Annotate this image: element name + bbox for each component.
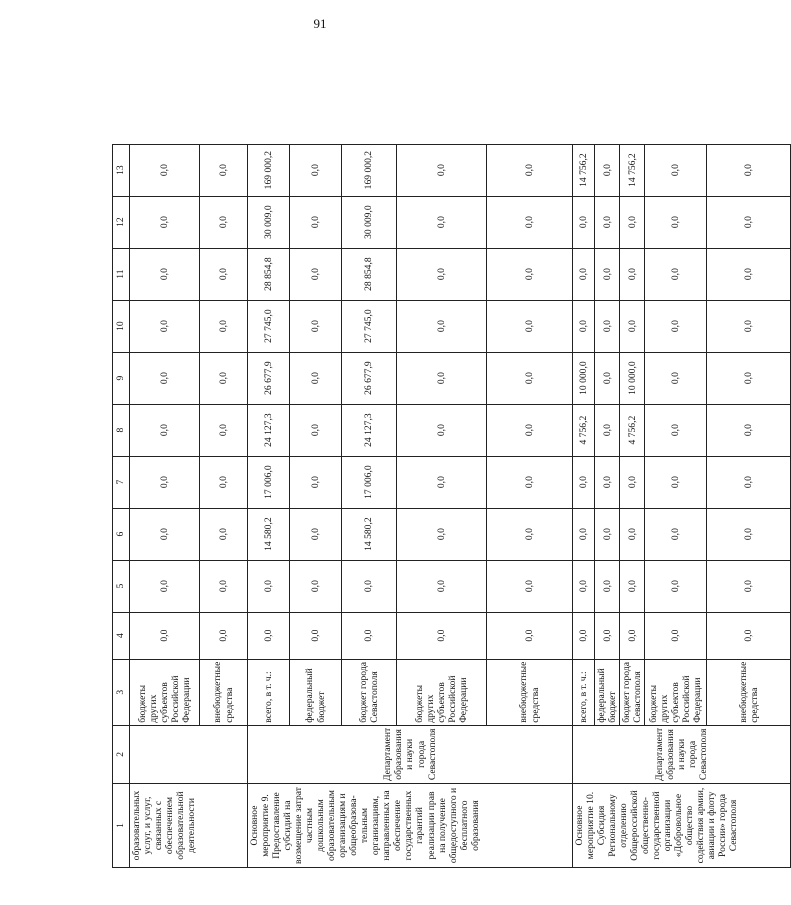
value-cell: 0,0 [200,196,248,248]
value-cell: 0,0 [487,456,573,508]
value-cell: 0,0 [130,404,200,456]
funding-source-cell: внебюджетные средства [707,659,791,725]
value-cell: 0,0 [595,144,620,196]
value-cell: 0,0 [645,404,707,456]
value-cell: 0,0 [573,248,595,300]
value-cell: 0,0 [620,612,645,659]
funding-source-cell: бюджет города Севастополя [342,659,397,725]
funding-source-cell: всего, в т. ч.: [573,659,595,725]
measure-name-cell: Основное мероприятие 9. Предоставление субсидий на возмещение затрат частным дошкольным образовательным организациям и общеобразова-тельным организациям, направленных на обеспечение государственных гарантий реализации прав на получение общедоступного и бесплатного образования [248,784,573,868]
value-cell: 30 009,0 [248,196,290,248]
table-header-row [113,144,130,867]
value-cell: 0,0 [130,560,200,612]
value-cell: 0,0 [200,300,248,352]
value-cell: 0,0 [342,560,397,612]
value-cell: 0,0 [487,404,573,456]
value-cell: 0,0 [573,612,595,659]
value-cell: 0,0 [130,352,200,404]
value-cell: 0,0 [397,196,487,248]
value-cell: 0,0 [487,508,573,560]
value-cell: 0,0 [707,352,791,404]
value-cell: 0,0 [573,300,595,352]
value-cell: 0,0 [487,612,573,659]
value-cell: 0,0 [595,612,620,659]
value-cell: 0,0 [397,248,487,300]
value-cell: 0,0 [620,456,645,508]
column-header: 12 [113,196,130,248]
value-cell: 0,0 [595,560,620,612]
column-header: 13 [113,144,130,196]
value-cell: 0,0 [397,560,487,612]
value-cell: 0,0 [200,144,248,196]
funding-source-cell: бюджеты других субъектов Российской Федерации [645,659,707,725]
value-cell: 0,0 [487,560,573,612]
value-cell: 0,0 [397,144,487,196]
column-header: 1 [113,784,130,868]
department-cell: Департамент образования и науки города Севастополя [248,725,573,783]
value-cell: 0,0 [707,404,791,456]
value-cell: 0,0 [595,196,620,248]
value-cell: 0,0 [397,300,487,352]
measure-name-cell: Основное мероприятие 10. Субсидия Региональному отделению Общероссийской общественно-государственной организации «Добровольное общество содействия армии, авиации и флоту России» города Севастополя [573,784,791,868]
value-cell: 0,0 [200,248,248,300]
value-cell: 0,0 [707,508,791,560]
value-cell: 27 745,0 [248,300,290,352]
value-cell: 0,0 [397,456,487,508]
value-cell: 169 000,2 [342,144,397,196]
column-header: 7 [113,456,130,508]
value-cell: 0,0 [130,196,200,248]
column-header: 10 [113,300,130,352]
funding-source-cell: федеральный бюджет [290,659,342,725]
value-cell: 0,0 [645,300,707,352]
value-cell: 0,0 [707,248,791,300]
value-cell: 0,0 [130,456,200,508]
funding-source-cell: внебюджетные средства [487,659,573,725]
department-cell [130,725,248,783]
funding-source-cell: бюджет города Севастополя [620,659,645,725]
value-cell: 0,0 [595,456,620,508]
value-cell: 0,0 [707,300,791,352]
value-cell: 0,0 [248,612,290,659]
value-cell: 14 756,2 [573,144,595,196]
value-cell: 0,0 [595,508,620,560]
value-cell: 0,0 [200,612,248,659]
value-cell: 26 677,9 [342,352,397,404]
value-cell: 0,0 [290,300,342,352]
value-cell: 0,0 [707,144,791,196]
value-cell: 0,0 [487,196,573,248]
value-cell: 0,0 [290,404,342,456]
budget-table [112,144,791,868]
value-cell: 0,0 [573,456,595,508]
value-cell: 0,0 [573,560,595,612]
value-cell: 0,0 [290,508,342,560]
value-cell: 0,0 [645,248,707,300]
table-row [573,144,595,867]
column-header: 6 [113,508,130,560]
funding-source-cell: бюджеты других субъектов Российской Федерации [130,659,200,725]
value-cell: 0,0 [707,612,791,659]
page-number: 91 [313,16,327,31]
value-cell: 0,0 [707,196,791,248]
value-cell: 17 006,0 [248,456,290,508]
value-cell: 0,0 [130,508,200,560]
value-cell: 0,0 [200,404,248,456]
value-cell: 0,0 [595,404,620,456]
value-cell: 0,0 [645,560,707,612]
value-cell: 0,0 [620,196,645,248]
value-cell: 27 745,0 [342,300,397,352]
value-cell: 0,0 [573,196,595,248]
value-cell: 0,0 [290,612,342,659]
value-cell: 14 756,2 [620,144,645,196]
value-cell: 0,0 [645,456,707,508]
department-cell: Департамент образования и науки города Севастополя [573,725,791,783]
funding-source-cell: бюджеты других субъектов Российской Федерации [397,659,487,725]
value-cell: 0,0 [130,612,200,659]
value-cell: 0,0 [595,248,620,300]
value-cell: 0,0 [620,508,645,560]
value-cell: 0,0 [290,560,342,612]
value-cell: 0,0 [595,352,620,404]
funding-source-cell: федеральный бюджет [595,659,620,725]
column-header: 9 [113,352,130,404]
column-header: 11 [113,248,130,300]
value-cell: 0,0 [130,300,200,352]
table-row [248,144,290,867]
value-cell: 0,0 [620,300,645,352]
value-cell: 0,0 [645,196,707,248]
funding-source-cell: всего, в т. ч.: [248,659,290,725]
value-cell: 0,0 [290,456,342,508]
value-cell: 0,0 [248,560,290,612]
value-cell: 169 000,2 [248,144,290,196]
value-cell: 0,0 [290,196,342,248]
value-cell: 26 677,9 [248,352,290,404]
value-cell: 10 000,0 [620,352,645,404]
value-cell: 0,0 [620,248,645,300]
value-cell: 0,0 [645,144,707,196]
measure-name-cell: образовательных услуг, и услуг, связанных с обеспечением образовательной деятельности [130,784,248,868]
value-cell: 0,0 [200,352,248,404]
value-cell: 24 127,3 [342,404,397,456]
value-cell: 28 854,8 [342,248,397,300]
funding-source-cell: внебюджетные средства [200,659,248,725]
value-cell: 0,0 [397,612,487,659]
value-cell: 0,0 [707,560,791,612]
value-cell: 0,0 [290,248,342,300]
value-cell: 4 756,2 [620,404,645,456]
value-cell: 0,0 [290,144,342,196]
value-cell: 4 756,2 [573,404,595,456]
value-cell: 0,0 [130,248,200,300]
value-cell: 0,0 [487,300,573,352]
column-header: 5 [113,560,130,612]
value-cell: 24 127,3 [248,404,290,456]
value-cell: 14 580,2 [248,508,290,560]
value-cell: 0,0 [620,560,645,612]
value-cell: 0,0 [290,352,342,404]
value-cell: 0,0 [645,352,707,404]
value-cell: 0,0 [645,612,707,659]
value-cell: 0,0 [573,508,595,560]
value-cell: 0,0 [487,144,573,196]
value-cell: 0,0 [487,248,573,300]
value-cell: 17 006,0 [342,456,397,508]
value-cell: 0,0 [200,456,248,508]
column-header: 2 [113,725,130,783]
table-row [130,144,200,867]
value-cell: 0,0 [342,612,397,659]
value-cell: 14 580,2 [342,508,397,560]
value-cell: 28 854,8 [248,248,290,300]
value-cell: 0,0 [707,456,791,508]
column-header: 4 [113,612,130,659]
value-cell: 30 009,0 [342,196,397,248]
value-cell: 0,0 [397,404,487,456]
value-cell: 10 000,0 [573,352,595,404]
value-cell: 0,0 [130,144,200,196]
value-cell: 0,0 [397,508,487,560]
value-cell: 0,0 [200,508,248,560]
value-cell: 0,0 [397,352,487,404]
value-cell: 0,0 [487,352,573,404]
value-cell: 0,0 [200,560,248,612]
column-header: 3 [113,659,130,725]
column-header: 8 [113,404,130,456]
value-cell: 0,0 [595,300,620,352]
value-cell: 0,0 [645,508,707,560]
